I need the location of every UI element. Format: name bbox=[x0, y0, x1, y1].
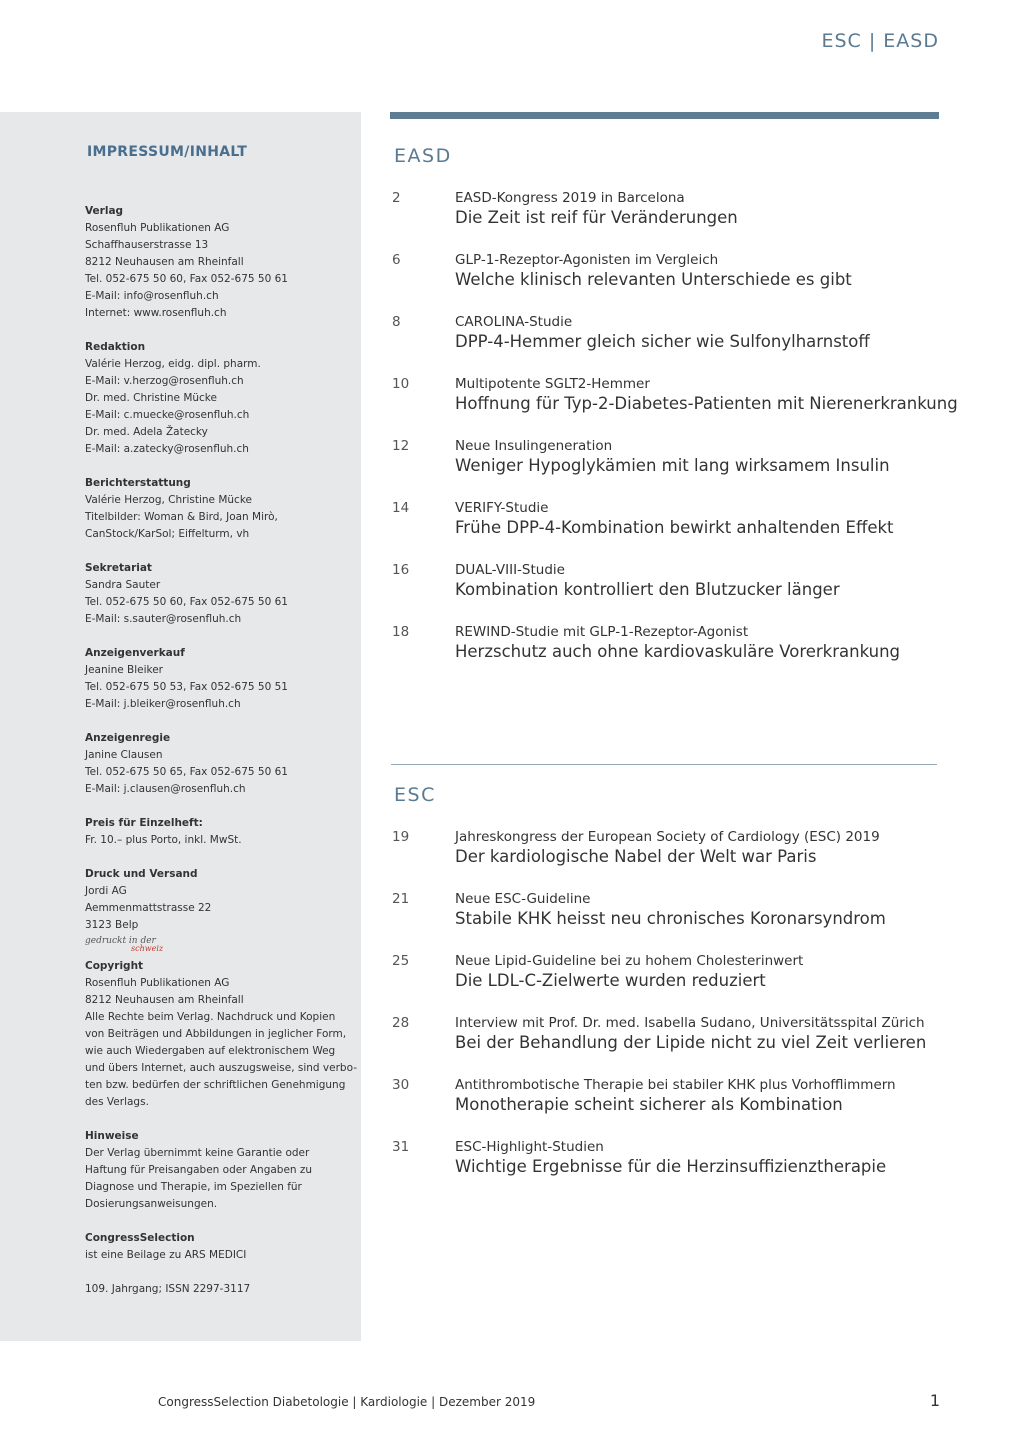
verlag-line: Schaffhauserstrasse 13 bbox=[85, 239, 209, 251]
toc-kicker: REWIND-Studie mit GLP-1-Rezeptor-Agonist bbox=[455, 624, 749, 640]
verlag-line: Tel. 052-675 50 60, Fax 052-675 50 61 bbox=[85, 273, 288, 285]
copyright-line: von Beiträgen und Abbildungen in jeglicher Form, bbox=[85, 1028, 347, 1040]
toc-kicker: Neue Insulingeneration bbox=[455, 438, 613, 454]
toc-page-number: 8 bbox=[392, 314, 401, 330]
toc-kicker: GLP-1-Rezeptor-Agonisten im Vergleich bbox=[455, 252, 719, 268]
sekretariat-line: E-Mail: s.sauter@rosenfluh.ch bbox=[85, 613, 242, 625]
redaktion-label: Redaktion bbox=[85, 341, 146, 353]
druck-line: Jordi AG bbox=[85, 885, 127, 897]
toc-kicker: Antithrombotische Therapie bei stabiler KHK plus Vorhofflimmern bbox=[455, 1077, 896, 1093]
toc-kicker: DUAL-VIII-Studie bbox=[455, 562, 565, 578]
toc-entry[interactable] bbox=[392, 500, 952, 562]
verlag-line: 8212 Neuhausen am Rheinfall bbox=[85, 256, 244, 268]
svg-text:gedruckt in der: gedruckt in der bbox=[85, 936, 156, 946]
verlag-block bbox=[85, 203, 353, 322]
berichterstattung-line: Titelbilder: Woman & Bird, Joan Mirò, bbox=[85, 511, 278, 523]
toc-headline: Monotherapie scheint sicherer als Kombination bbox=[455, 1095, 843, 1114]
redaktion-line: Dr. med. Adela Žatecky bbox=[85, 426, 208, 438]
impressum-title: IMPRESSUM/INHALT bbox=[87, 144, 248, 160]
hinweise-label: Hinweise bbox=[85, 1130, 139, 1142]
toc-entry[interactable] bbox=[392, 314, 952, 376]
preis-block bbox=[85, 815, 353, 849]
druck-label: Druck und Versand bbox=[85, 868, 198, 880]
toc-page-number: 25 bbox=[392, 953, 410, 969]
page-number: 1 bbox=[929, 1391, 940, 1410]
anzeigenverkauf-line: E-Mail: j.bleiker@rosenfluh.ch bbox=[85, 698, 241, 710]
copyright-line: 8212 Neuhausen am Rheinfall bbox=[85, 994, 244, 1006]
toc-headline: Stabile KHK heisst neu chronisches Koronarsyndrom bbox=[455, 909, 886, 928]
toc-page-number: 30 bbox=[392, 1077, 410, 1093]
toc-page-number: 21 bbox=[392, 891, 410, 907]
sekretariat-block bbox=[85, 560, 353, 628]
toc-headline: Bei der Behandlung der Lipide nicht zu viel Zeit verlieren bbox=[455, 1033, 927, 1052]
toc-page-number: 28 bbox=[392, 1015, 410, 1031]
gedruckt-in-der-schweiz-logo bbox=[85, 935, 177, 952]
anzeigenregie-line: Janine Clausen bbox=[85, 749, 163, 761]
esc-toc-list bbox=[392, 829, 952, 1201]
jahrgang-issn: 109. Jahrgang; ISSN 2297-3117 bbox=[85, 1283, 251, 1295]
toc-page-number: 31 bbox=[392, 1139, 410, 1155]
svg-text:schweiz: schweiz bbox=[131, 944, 164, 952]
berichterstattung-line: CanStock/KarSol; Eiffelturm, vh bbox=[85, 528, 250, 540]
toc-page-number: 14 bbox=[392, 500, 410, 516]
sekretariat-label: Sekretariat bbox=[85, 562, 152, 574]
verlag-label: Verlag bbox=[85, 205, 124, 217]
toc-headline: Herzschutz auch ohne kardiovaskuläre Vorerkrankung bbox=[455, 642, 901, 661]
redaktion-line: E-Mail: c.muecke@rosenfluh.ch bbox=[85, 409, 250, 421]
toc-headline: Frühe DPP-4-Kombination bewirkt anhaltenden Effekt bbox=[455, 518, 894, 537]
toc-kicker: VERIFY-Studie bbox=[455, 500, 549, 516]
toc-headline: Welche klinisch relevanten Unterschiede es gibt bbox=[455, 270, 852, 289]
toc-kicker: CAROLINA-Studie bbox=[455, 314, 573, 330]
anzeigenregie-line: E-Mail: j.clausen@rosenfluh.ch bbox=[85, 783, 246, 795]
toc-entry[interactable] bbox=[392, 190, 952, 252]
toc-headline: Weniger Hypoglykämien mit lang wirksamem Insulin bbox=[455, 456, 890, 475]
anzeigenregie-block bbox=[85, 730, 353, 798]
toc-entry[interactable] bbox=[392, 252, 952, 314]
toc-headline: Kombination kontrolliert den Blutzucker länger bbox=[455, 580, 840, 599]
congressselection-block bbox=[85, 1230, 353, 1264]
running-footer: CongressSelection Diabetologie | Kardiologie | Dezember 2019 bbox=[158, 1395, 536, 1409]
sekretariat-line: Tel. 052-675 50 60, Fax 052-675 50 61 bbox=[85, 596, 288, 608]
hinweise-line: Dosierungsanweisungen. bbox=[85, 1198, 218, 1210]
toc-headline: Wichtige Ergebnisse für die Herzinsuffizienztherapie bbox=[455, 1157, 887, 1176]
druck-line: Aemmenmattstrasse 22 bbox=[85, 902, 212, 914]
redaktion-line: Valérie Herzog, eidg. dipl. pharm. bbox=[85, 358, 261, 370]
easd-toc-list bbox=[392, 190, 958, 686]
toc-page-number: 6 bbox=[392, 252, 401, 268]
copyright-label: Copyright bbox=[85, 960, 144, 972]
copyright-line: wie auch Wiedergaben auf elektronischem Weg bbox=[85, 1045, 336, 1057]
toc-kicker: ESC-Highlight-Studien bbox=[455, 1139, 604, 1155]
copyright-line: Alle Rechte beim Verlag. Nachdruck und Kopien bbox=[85, 1011, 336, 1023]
toc-page-number: 18 bbox=[392, 624, 410, 640]
toc-kicker: EASD-Kongress 2019 in Barcelona bbox=[455, 190, 685, 206]
verlag-line: Rosenfluh Publikationen AG bbox=[85, 222, 230, 234]
toc-headline: Die LDL-C-Zielwerte wurden reduziert bbox=[455, 971, 766, 990]
toc-entry[interactable] bbox=[392, 1015, 952, 1077]
toc-entry[interactable] bbox=[392, 376, 958, 438]
anzeigenverkauf-block bbox=[85, 645, 353, 713]
copyright-block bbox=[85, 958, 357, 1111]
toc-page-number: 19 bbox=[392, 829, 410, 845]
redaktion-line: E-Mail: a.zatecky@rosenfluh.ch bbox=[85, 443, 249, 455]
toc-page-number: 12 bbox=[392, 438, 410, 454]
verlag-line: Internet: www.rosenfluh.ch bbox=[85, 307, 227, 319]
redaktion-block bbox=[85, 339, 353, 458]
hinweise-block bbox=[85, 1128, 353, 1213]
running-header: ESC | EASD bbox=[821, 30, 939, 52]
congressselection-line: ist eine Beilage zu ARS MEDICI bbox=[85, 1249, 247, 1261]
anzeigenregie-line: Tel. 052-675 50 65, Fax 052-675 50 61 bbox=[85, 766, 288, 778]
esc-section-heading: ESC bbox=[394, 784, 436, 806]
toc-entry[interactable] bbox=[392, 1139, 952, 1201]
preis-line: Fr. 10.– plus Porto, inkl. MwSt. bbox=[85, 834, 242, 846]
toc-entry[interactable] bbox=[392, 953, 952, 1015]
section-divider bbox=[391, 764, 937, 765]
toc-headline: DPP-4-Hemmer gleich sicher wie Sulfonylharnstoff bbox=[455, 332, 870, 351]
toc-entry[interactable] bbox=[392, 1077, 952, 1139]
toc-kicker: Jahreskongress der European Society of Cardiology (ESC) 2019 bbox=[455, 829, 880, 845]
toc-page-number: 10 bbox=[392, 376, 410, 392]
redaktion-line: E-Mail: v.herzog@rosenfluh.ch bbox=[85, 375, 244, 387]
toc-entry[interactable] bbox=[392, 562, 952, 624]
redaktion-line: Dr. med. Christine Mücke bbox=[85, 392, 217, 404]
copyright-line: Rosenfluh Publikationen AG bbox=[85, 977, 230, 989]
sekretariat-line: Sandra Sauter bbox=[85, 579, 161, 591]
anzeigenregie-label: Anzeigenregie bbox=[85, 732, 171, 744]
hinweise-line: Diagnose und Therapie, im Speziellen für bbox=[85, 1181, 302, 1193]
verlag-line: E-Mail: info@rosenfluh.ch bbox=[85, 290, 219, 302]
hinweise-line: Der Verlag übernimmt keine Garantie oder bbox=[85, 1147, 310, 1159]
toc-headline: Hoffnung für Typ-2-Diabetes-Patienten mit Nierenerkrankung bbox=[455, 394, 958, 413]
toc-headline: Die Zeit ist reif für Veränderungen bbox=[455, 208, 738, 227]
toc-kicker: Multipotente SGLT2-Hemmer bbox=[455, 376, 650, 392]
anzeigenverkauf-line: Jeanine Bleiker bbox=[85, 664, 163, 676]
toc-entry[interactable] bbox=[392, 624, 952, 686]
toc-entry[interactable] bbox=[392, 891, 952, 953]
berichterstattung-label: Berichterstattung bbox=[85, 477, 191, 489]
toc-kicker: Neue Lipid-Guideline bei zu hohem Cholesterinwert bbox=[455, 953, 804, 969]
copyright-line: ten bzw. bedürfen der schriftlichen Genehmigung bbox=[85, 1079, 346, 1091]
toc-page-number: 16 bbox=[392, 562, 410, 578]
toc-kicker: Neue ESC-Guideline bbox=[455, 891, 591, 907]
anzeigenverkauf-label: Anzeigenverkauf bbox=[85, 647, 185, 659]
anzeigenverkauf-line: Tel. 052-675 50 53, Fax 052-675 50 51 bbox=[85, 681, 288, 693]
toc-page-number: 2 bbox=[392, 190, 401, 206]
jahrgang-block bbox=[85, 1281, 353, 1298]
easd-section-heading: EASD bbox=[394, 145, 452, 167]
toc-kicker: Interview mit Prof. Dr. med. Isabella Sudano, Universitätsspital Zürich bbox=[455, 1015, 925, 1031]
toc-headline: Der kardiologische Nabel der Welt war Paris bbox=[455, 847, 817, 866]
druck-block bbox=[85, 866, 353, 952]
top-divider-bar bbox=[390, 112, 939, 119]
druck-line: 3123 Belp bbox=[85, 919, 139, 931]
berichterstattung-block bbox=[85, 475, 353, 543]
copyright-line: und übers Internet, auch auszugsweise, sind verbo- bbox=[85, 1062, 357, 1074]
impressum-block bbox=[85, 203, 357, 1315]
preis-label: Preis für Einzelheft: bbox=[85, 817, 203, 829]
hinweise-line: Haftung für Preisangaben oder Angaben zu bbox=[85, 1164, 313, 1176]
toc-entry[interactable] bbox=[392, 829, 952, 891]
congressselection-label: CongressSelection bbox=[85, 1232, 195, 1244]
berichterstattung-line: Valérie Herzog, Christine Mücke bbox=[85, 494, 252, 506]
toc-entry[interactable] bbox=[392, 438, 952, 500]
copyright-line: des Verlags. bbox=[85, 1096, 149, 1108]
